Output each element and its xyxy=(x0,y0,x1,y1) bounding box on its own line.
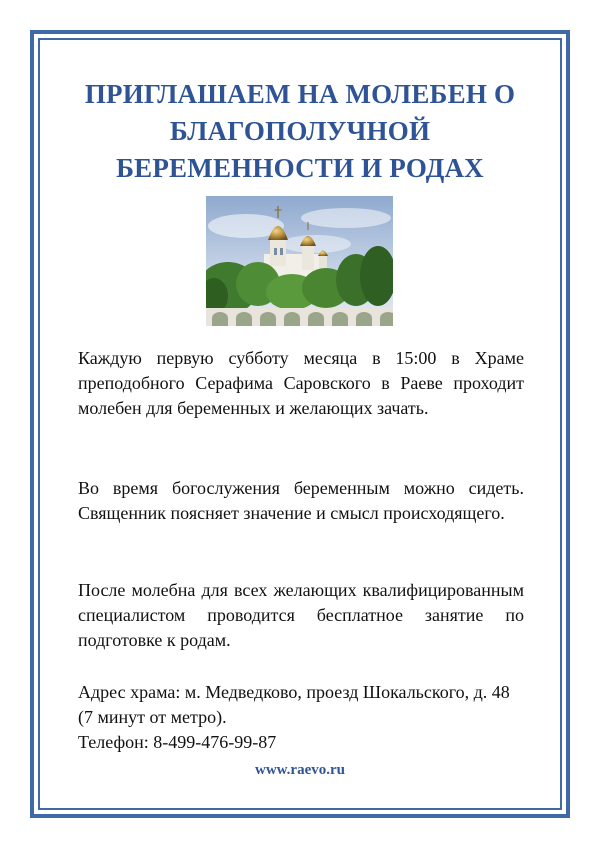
poster-title: ПРИГЛАШАЕМ НА МОЛЕБЕН О БЛАГОПОЛУЧНОЙ БЕРЕМЕННОСТИ И РОДАХ xyxy=(84,79,516,183)
class-info-paragraph: После молебна для всех желающих квалифицированным специалистом проводится бесплатное занятие по подготовке к родам. xyxy=(78,580,524,650)
website-link[interactable]: www.raevo.ru xyxy=(255,762,345,778)
schedule-paragraph: Каждую первую субботу месяца в 15:00 в Храме преподобного Серафима Саровского в Раеве проходит молебен для беременных и желающих зачать. xyxy=(78,348,524,418)
service-info-paragraph: Во время богослужения беременным можно сидеть. Священник поясняет значение и смысл происходящего. xyxy=(78,478,524,523)
church-photo xyxy=(206,196,393,326)
address-text: Адрес храма: м. Медведково, проезд Шокальского, д. 48 (7 минут от метро). xyxy=(78,682,510,727)
contact-block xyxy=(78,680,524,755)
phone-text: Телефон: 8-499-476-99-87 xyxy=(78,732,277,752)
